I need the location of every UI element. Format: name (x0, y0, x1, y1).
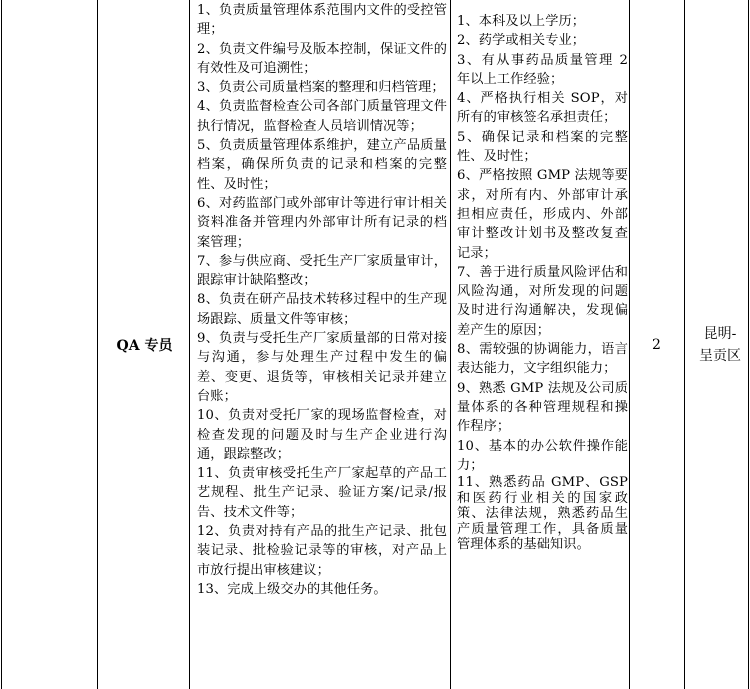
position-cell (99, 0, 190, 689)
column-divider (450, 0, 451, 689)
requirement-item: 1、本科及以上学历； (457, 14, 586, 29)
requirement-item: 11、熟悉药品 GMP、GSP 和医药行业相关的国家政策、法律法规，熟悉药品生产质量管理工作，具备质量管理体系的基础知识。 (457, 475, 628, 553)
location-cell (686, 0, 750, 689)
column-divider (1, 0, 2, 689)
requirement-item: 2、药学或相关专业； (457, 33, 586, 49)
requirement-item: 9、熟悉 GMP 法规及公司质量体系的各种管理规程和操作程序； (457, 380, 628, 435)
headcount-value: 2 (652, 336, 661, 353)
column-divider (684, 0, 685, 689)
requirement-item: 3、有从事药品质量管理 2 年以上工作经验； (457, 52, 628, 87)
position-title: QA 专员 (116, 337, 173, 354)
column-divider (97, 0, 98, 689)
location-line: 昆明- (703, 325, 737, 342)
duty-item: 7、参与供应商、受托生产厂家质量审计，跟踪审计缺陷整改； (197, 253, 447, 289)
requirement-item: 5、确保记录和档案的完整性、及时性； (457, 129, 628, 165)
duty-item: 3、负责公司质量档案的整理和归档管理； (197, 80, 445, 96)
duty-item: 8、负责在研产品技术转移过程中的生产现场跟踪、质量文件等审核； (197, 292, 447, 327)
duty-item: 11、负责审核受托生产厂家起草的产品工艺规程、批生产记录、验证方案/记录/报告、技术文件等； (197, 466, 447, 520)
duty-item: 13、完成上级交办的其他任务。 (197, 581, 387, 597)
headcount-cell (630, 0, 683, 689)
requirement-item: 7、善于进行质量风险评估和风险沟通，对所发现的问题及时进行沟通解决，发现偏差产生的原因； (457, 264, 628, 338)
duty-item: 10、负责对受托厂家的现场监督检查，对检查发现的问题及时与生产企业进行沟通，跟踪整改； (197, 408, 447, 462)
requirement-item: 10、基本的办公软件操作能力； (457, 438, 628, 473)
location-line: 呈贡区 (699, 347, 741, 364)
requirement-item: 4、严格执行相关 SOP，对所有的审核签名承担责任； (457, 91, 628, 126)
duty-item: 9、负责与受托生产厂家质量部的日常对接与沟通，参与处理生产过程中发生的偏差、变更、退货等，审核相关记录并建立台账； (197, 331, 447, 404)
duty-item: 1、负责质量管理体系范围内文件的受控管理； (197, 3, 447, 38)
duty-item: 6、对药监部门或外部审计等进行审计相关资料准备并管理内外部审计所有记录的档案管理； (197, 195, 447, 250)
duty-item: 4、负责监督检查公司各部门质量管理文件执行情况，监督检查人员培训情况等； (197, 99, 447, 134)
duty-item: 5、负责质量管理体系维护，建立产品质量档案，确保所负责的记录和档案的完整性、及时性； (197, 138, 447, 192)
requirement-item: 6、严格按照 GMP 法规等要求，对所有内、外部审计承担相应责任，形成内、外部审计整改计划书及整改复查记录； (457, 168, 628, 261)
duty-item: 12、负责对持有产品的批生产记录、批包装记录、批检验记录等的审核，对产品上市放行提出审核建议； (197, 524, 447, 578)
duty-item: 2、负责文件编号及版本控制，保证文件的有效性及可追溯性； (197, 41, 447, 76)
requirement-item: 8、需较强的协调能力，语言表达能力，文字组织能力； (457, 342, 628, 377)
duties-cell (191, 0, 447, 689)
requirements-cell (452, 0, 628, 689)
